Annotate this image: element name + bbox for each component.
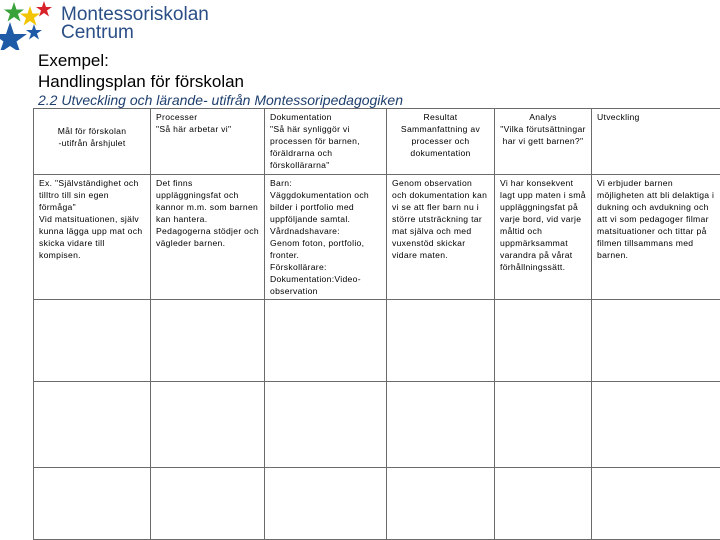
table-row: [34, 300, 720, 382]
cell-processer: Det finns uppläggningsfat och kannor m.m. som barnen kan hantera. Pedagogerna stödjer och vägleder barnen.: [156, 178, 259, 248]
table-header-row: [34, 109, 720, 175]
table-cell: [151, 175, 265, 300]
empty-cell: [151, 468, 265, 540]
empty-cell: [34, 300, 151, 382]
table-cell: [387, 175, 495, 300]
table-cell: [592, 175, 720, 300]
empty-cell: [495, 382, 592, 468]
empty-cell: [592, 468, 720, 540]
empty-cell: [151, 300, 265, 382]
empty-cell: [592, 300, 720, 382]
header-cell: [265, 109, 387, 175]
header-resultat: Resultat Sammanfattning av processer och dokumentation: [400, 112, 481, 158]
montessoriskolan-logo: [0, 0, 209, 50]
empty-cell: [265, 468, 387, 540]
cell-dokumentation: Barn: Väggdokumentation och bilder i portfolio med uppföljande samtal. Vårdnadshavare: Genom foton, portfolio, fronter. Förskollärare: Dokumentation:Video-observation: [270, 178, 369, 296]
cell-analys: Vi har konsekvent lagt upp maten i små uppläggningsfat på varje bord, vid varje måltid och uppmärksammat varandra på vårat förhållningssätt.: [500, 178, 586, 272]
header-analys: Analys "Vilka förutsättningar har vi gett barnen?": [500, 112, 586, 146]
heading-line2: Handlingsplan för förskolan: [38, 72, 245, 91]
header-utveckling: Utveckling: [597, 112, 640, 122]
empty-cell: [387, 300, 495, 382]
header-cell: [495, 109, 592, 175]
logo-line1: Montessoriskolan: [61, 4, 209, 25]
header-mal: Mål för förskolan -utifrån årshjulet: [57, 126, 127, 148]
empty-cell: [495, 300, 592, 382]
empty-cell: [34, 468, 151, 540]
header-cell: [592, 109, 720, 175]
cell-mal: Ex. "Självständighet och tilltro till sin egen förmåga" Vid matsituationen, själv kunna lägga upp mat och skicka vidare till kompisen.: [39, 178, 143, 260]
logo-wordmark: [61, 6, 209, 42]
empty-cell: [387, 382, 495, 468]
header-dokumentation: Dokumentation "Så här synliggör vi processen för barnen, föräldrarna och förskollärarna": [270, 112, 360, 170]
empty-cell: [495, 468, 592, 540]
table-cell: [495, 175, 592, 300]
cell-utveckling: Vi erbjuder barnen möjligheten att bli delaktiga i dukning och avdukning och att vi som pedagoger filmar matsituationer och tittar på filmen tillsammans med barnen.: [597, 178, 715, 260]
logo-line2: Centrum: [61, 22, 134, 43]
empty-cell: [265, 300, 387, 382]
cell-resultat: Genom observation och dokumentation kan vi se att fler barn nu i större utsträckning tar mat själva och med vuxenstöd skickar vidare maten.: [392, 178, 488, 260]
table-row: [34, 175, 720, 300]
heading-line1: Exempel:: [38, 51, 109, 70]
empty-cell: [151, 382, 265, 468]
logo-stars-icon: [0, 0, 60, 50]
section-subtitle: 2.2 Utveckling och lärande- utifrån Montessoripedagogiken: [38, 92, 403, 108]
empty-cell: [265, 382, 387, 468]
table-cell: [265, 175, 387, 300]
header-cell: [151, 109, 265, 175]
handlingsplan-table: [33, 108, 720, 540]
table-cell: [34, 175, 151, 300]
empty-cell: [592, 382, 720, 468]
header-cell: [34, 109, 151, 175]
header-cell: [387, 109, 495, 175]
empty-cell: [34, 382, 151, 468]
table-row: [34, 382, 720, 468]
empty-cell: [387, 468, 495, 540]
header-processer: Processer "Så här arbetar vi": [156, 112, 232, 134]
table-row: [34, 468, 720, 540]
